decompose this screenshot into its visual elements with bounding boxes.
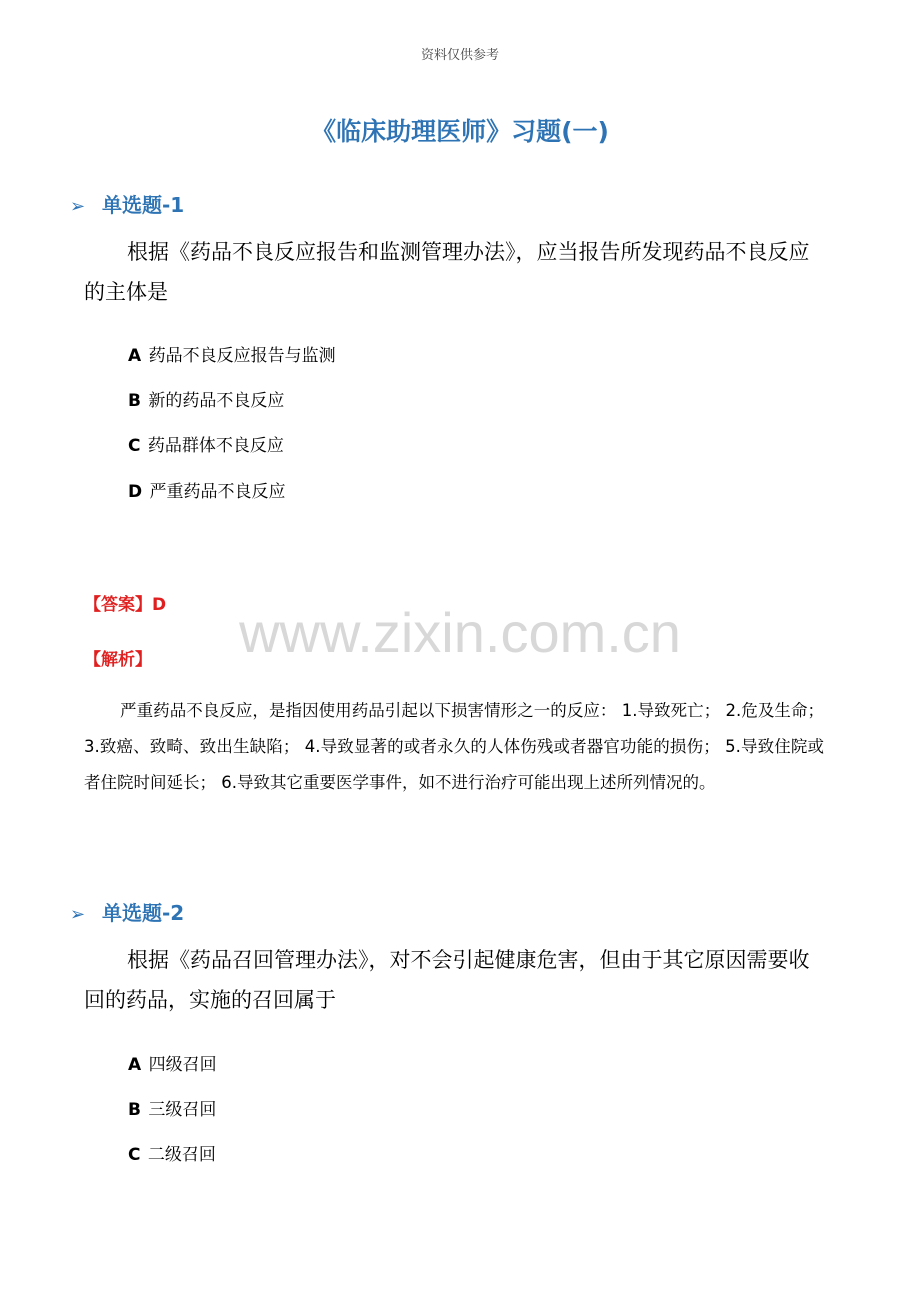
- analysis-text: 严重药品不良反应，是指因使用药品引起以下损害情形之一的反应： 1.导致死亡； 2.危及生命； 3.致癌、致畸、致出生缺陷； 4.导致显著的或者永久的人体伤残或者器官功能的损伤； 5.导致住院或者住院时间延长； 6.导致其它重要医学事件，如不进行治疗可能出现上述所列情况的。: [84, 701, 824, 792]
- question-1-heading: [70, 189, 184, 218]
- option-letter: D: [128, 482, 143, 502]
- answer-value: D: [152, 595, 167, 615]
- page-title: 《临床助理医师》习题(一): [311, 117, 609, 146]
- question-1-analysis: [84, 693, 824, 801]
- question-1-stem-text: 根据《药品不良反应报告和监测管理办法》，应当报告所发现药品不良反应的主体是: [84, 240, 810, 304]
- arrow-bullet-icon: ➢: [70, 904, 86, 925]
- question-1-option-a: [128, 341, 336, 366]
- question-1-option-b: [128, 386, 284, 411]
- answer-label: 【答案】: [84, 595, 152, 615]
- option-text: 严重药品不良反应: [149, 482, 286, 502]
- option-text: 三级召回: [148, 1100, 217, 1120]
- question-1-stem: [84, 232, 829, 312]
- question-1-option-c: [128, 431, 284, 456]
- option-letter: C: [128, 1145, 141, 1165]
- option-letter: B: [128, 1100, 141, 1120]
- question-1-analysis-label: 【解析】: [84, 650, 152, 670]
- question-2-heading-label: 单选题-2: [102, 901, 185, 925]
- option-letter: A: [128, 1055, 142, 1075]
- option-text: 四级召回: [148, 1055, 217, 1075]
- option-letter: B: [128, 391, 141, 411]
- watermark: www.zixin.com.cn: [239, 601, 681, 664]
- option-text: 药品群体不良反应: [147, 436, 284, 456]
- question-2-option-c: [128, 1140, 216, 1165]
- option-text: 药品不良反应报告与监测: [148, 346, 336, 366]
- question-2-option-b: [128, 1095, 216, 1120]
- option-letter: A: [128, 346, 142, 366]
- header-note: 资料仅供参考: [420, 48, 499, 63]
- question-2-option-a: [128, 1050, 217, 1075]
- question-2-stem: [84, 940, 829, 1020]
- option-text: 新的药品不良反应: [148, 391, 285, 411]
- question-2-heading: [70, 897, 184, 926]
- question-1-option-d: [128, 477, 286, 502]
- option-letter: C: [128, 436, 141, 456]
- option-text: 二级召回: [147, 1145, 216, 1165]
- arrow-bullet-icon: ➢: [70, 196, 86, 217]
- question-2-stem-text: 根据《药品召回管理办法》，对不会引起健康危害，但由于其它原因需要收回的药品，实施的召回属于: [84, 948, 810, 1012]
- question-1-heading-label: 单选题-1: [102, 193, 185, 217]
